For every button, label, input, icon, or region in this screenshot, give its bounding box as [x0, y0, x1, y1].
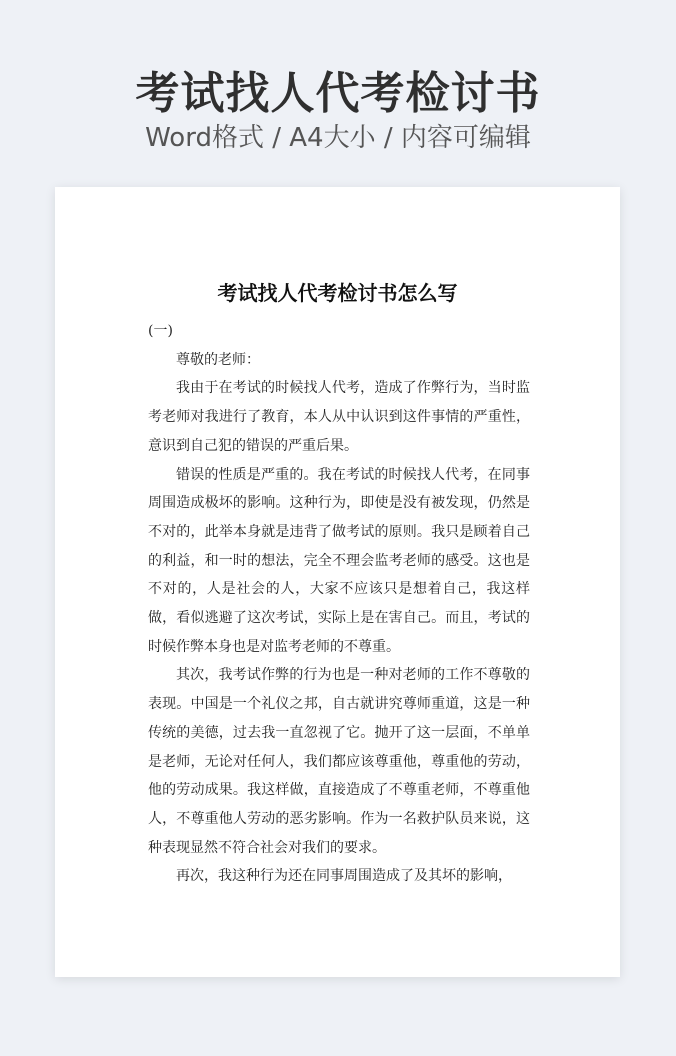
document-title: 考试找人代考检讨书怎么写 — [217, 281, 458, 305]
paragraph: 再次，我这种行为还在同事周围造成了及其坏的影响， — [176, 868, 512, 885]
document-body — [148, 317, 530, 891]
document-page — [55, 187, 620, 977]
section-label: (一) — [148, 323, 173, 339]
banner-title: 考试找人代考检讨书 — [135, 68, 541, 119]
banner-subtitle: Word格式 / A4大小 / 内容可编辑 — [145, 123, 531, 153]
paragraph: 其次，我考试作弊的行为也是一种对老师的工作不尊敬的表现。中国是一个礼仪之邦，自古就讲究尊师重道，这是一种传统的美德，过去我一直忽视了它。抛开了这一层面，不单单是老师，无论对任何人，我们都应该尊重他，尊重他的劳动，他的劳动成果。我这样做，直接造成了不尊重老师，不尊重他人，不尊重他人劳动的恶劣影响。作为一名救护队员来说，这种表现显然不符合社会对我们的要求。 — [148, 667, 530, 856]
paragraph: 我由于在考试的时候找人代考，造成了作弊行为，当时监考老师对我进行了教育，本人从中认识到这件事情的严重性，意识到自己犯的错误的严重后果。 — [148, 380, 530, 454]
paragraph: 错误的性质是严重的。我在考试的时候找人代考，在同事周围造成极坏的影响。这种行为，即使是没有被发现，仍然是不对的，此举本身就是违背了做考试的原则。我只是顾着自己的利益，和一时的想法，完全不理会监考老师的感受。这也是不对的，人是社会的人，大家不应该只是想着自己，我这样做，看似逃避了这次考试，实际上是在害自己。而且，考试的时候作弊本身也是对监考老师的不尊重。 — [148, 466, 530, 655]
salutation: 尊敬的老师： — [176, 351, 260, 368]
